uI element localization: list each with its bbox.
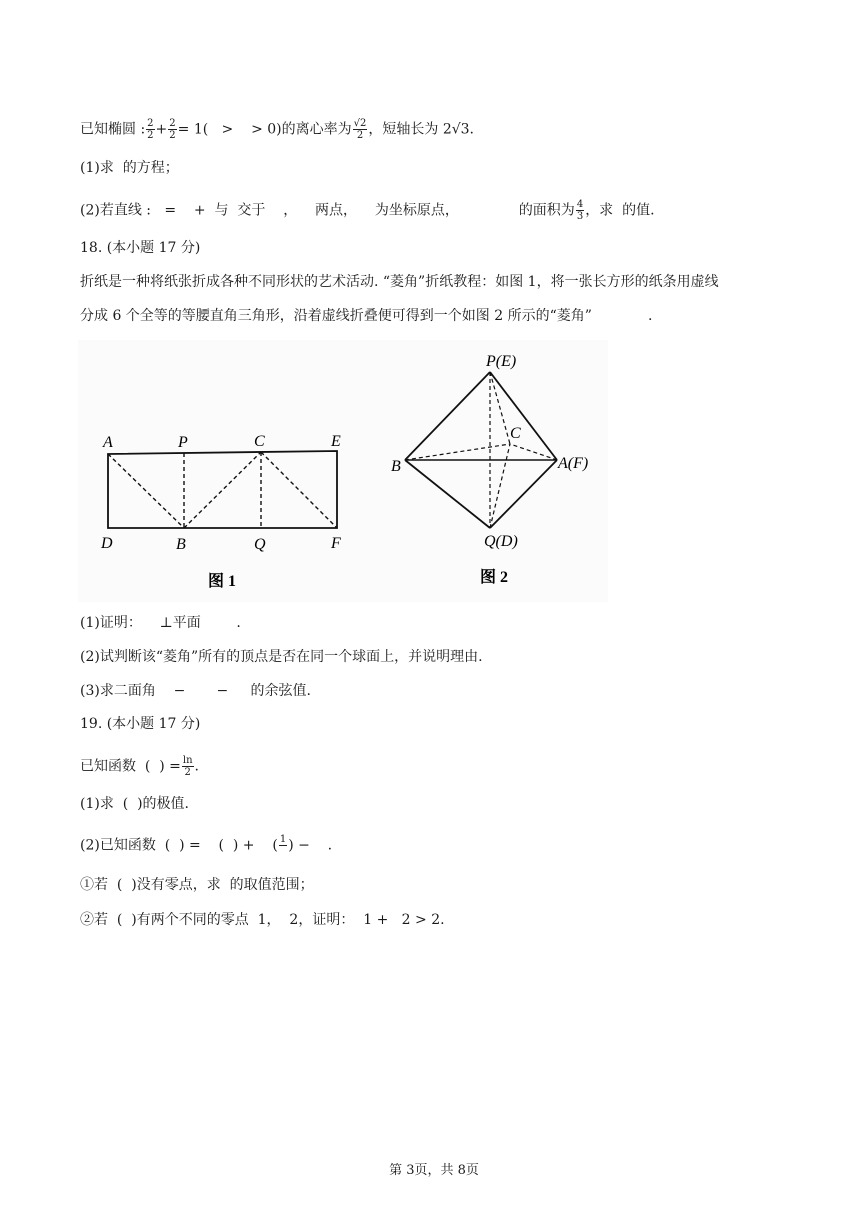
q18-part2: (2)试判断该“菱角”所有的顶点是否在同一个球面上，并说明理由. bbox=[80, 649, 483, 665]
label-C: C bbox=[254, 433, 265, 450]
figure-background bbox=[78, 340, 608, 602]
area-fraction: $\frac{4}{3}$ bbox=[576, 199, 584, 222]
q17-part2-end: ，求 的值. bbox=[585, 202, 655, 219]
q18-part1: (1)证明： ⊥平面 . bbox=[80, 615, 241, 631]
q17-stem-mid: = 1( > > 0)的离心率为 bbox=[177, 121, 352, 138]
label-P: P bbox=[178, 434, 188, 451]
label-A-F: A(F) bbox=[558, 455, 589, 472]
function-fraction: $\frac{\ln}{2}$ bbox=[182, 755, 193, 778]
label-B2: B bbox=[391, 458, 401, 475]
fraction: $\frac{2}{2}$ bbox=[147, 118, 154, 141]
eccentricity-fraction: $\frac{√2}{2}$ bbox=[353, 118, 367, 141]
q19-part1: (1)求 ( )的极值. bbox=[80, 796, 190, 812]
q17-stem-end: ，短轴长为 2√3. bbox=[368, 121, 475, 138]
q19-stem-end: . bbox=[194, 758, 199, 775]
label-E: E bbox=[331, 433, 341, 450]
label-Q: Q bbox=[254, 536, 266, 553]
q19-stem bbox=[80, 755, 199, 778]
q17-stem bbox=[80, 118, 474, 141]
plus-sign: + bbox=[155, 121, 168, 138]
g-fraction: 1 bbox=[279, 834, 287, 845]
label-P-E: P(E) bbox=[486, 353, 517, 370]
q18-stem-line1: 折纸是一种将纸张折成各种不同形状的艺术活动. “菱角”折纸教程：如图 1，将一张长方形的纸条用虚线 bbox=[80, 274, 719, 290]
q17-stem-start: 已知椭圆 : bbox=[80, 121, 146, 138]
q18-header: 18. (本小题 17 分) bbox=[80, 240, 201, 256]
fraction: $\frac{2}{2}$ bbox=[169, 118, 176, 141]
q19-stem-start: 已知函数 ( ) = bbox=[80, 758, 181, 775]
q17-part2-area: 的面积为 bbox=[518, 202, 575, 219]
figure-2-caption: 图 2 bbox=[480, 569, 509, 586]
q17-part1: (1)求 的方程； bbox=[80, 160, 179, 176]
q19-part2 bbox=[80, 834, 332, 857]
figure-area bbox=[0, 340, 868, 610]
q19-sub1: ①若 ( )没有零点，求 的取值范围； bbox=[80, 877, 314, 893]
q19-header: 19. (本小题 17 分) bbox=[80, 716, 201, 732]
q17-part2-start: (2)若直线 : = + 与 交于 ， 两点， 为坐标原点， bbox=[80, 202, 459, 219]
q17-part2 bbox=[80, 199, 655, 222]
q18-part3: (3)求二面角 − − 的余弦值. bbox=[80, 683, 311, 699]
q18-stem-line2 bbox=[80, 306, 652, 326]
q19-part2-start: (2)已知函数 ( ) = ( ) + ( bbox=[80, 837, 278, 854]
q18-stem-period: . bbox=[647, 308, 653, 324]
figure-1-caption: 图 1 bbox=[208, 573, 237, 590]
label-D: D bbox=[101, 535, 113, 552]
label-Q-D: Q(D) bbox=[484, 533, 518, 550]
q19-sub2: ②若 ( )有两个不同的零点 1， 2，证明： 1 + 2 > 2. bbox=[80, 912, 445, 928]
q19-part2-end: ) − . bbox=[288, 837, 333, 854]
label-B: B bbox=[176, 536, 186, 553]
q18-stem-line2-text: 分成 6 个全等的等腰直角三角形，沿着虚线折叠便可得到一个如图 2 所示的“菱角” bbox=[80, 308, 592, 324]
page-footer: 第 3页，共 8页 bbox=[389, 1163, 479, 1178]
label-C2: C bbox=[510, 425, 521, 442]
label-F: F bbox=[331, 535, 341, 552]
label-A: A bbox=[103, 434, 113, 451]
